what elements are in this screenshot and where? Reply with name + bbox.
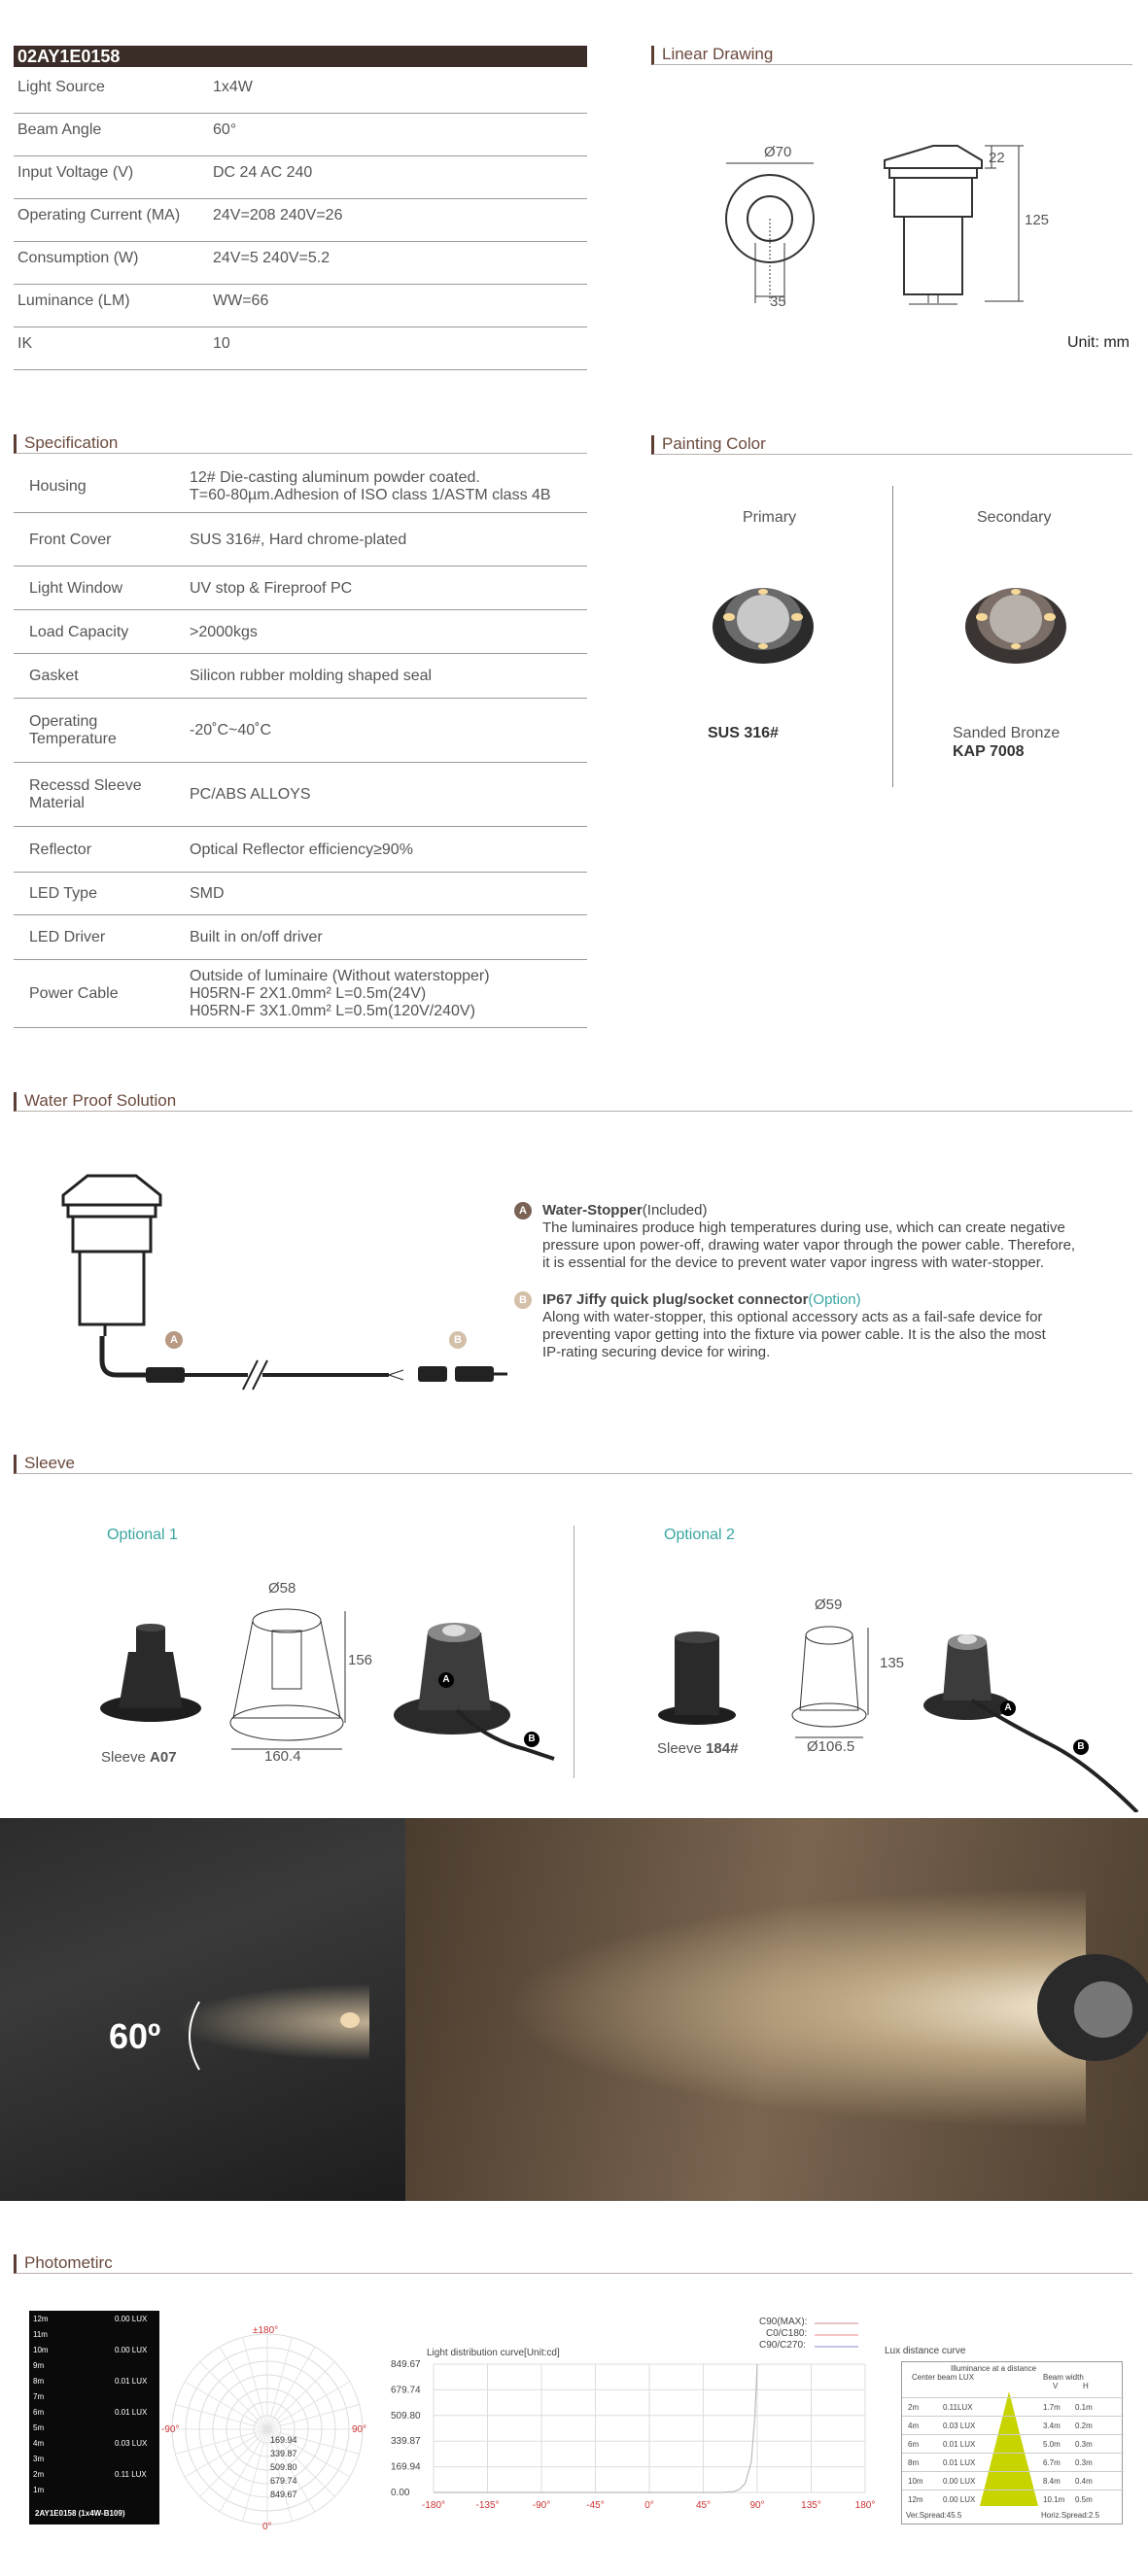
specification-value: Silicon rubber molding shaped seal xyxy=(190,668,433,684)
dim-d70: Ø70 xyxy=(764,144,792,160)
secondary-label: Secondary xyxy=(977,509,1052,526)
connector-text xyxy=(542,1291,1126,1361)
secondary-name: Sanded Bronze xyxy=(953,725,1061,741)
specification-key: Gasket xyxy=(29,668,79,684)
specification-row xyxy=(14,827,587,873)
connector-sub: (Option) xyxy=(808,1291,861,1308)
water-header xyxy=(14,1092,1132,1112)
ill-title: Illuminance at a distance xyxy=(951,2364,1037,2373)
specification-value: PC/ABS ALLOYS xyxy=(190,786,311,803)
y-tick-label: 0.00 xyxy=(391,2488,410,2498)
specification-value: SMD xyxy=(190,885,225,902)
spec-value: 60° xyxy=(213,121,237,138)
lux-row: 4m 0.03 LUX xyxy=(33,2439,148,2448)
ill-row: 10m 0.00 LUX 8.4m 0.4m xyxy=(902,2471,1124,2490)
wall-photo-right xyxy=(405,1818,1148,2201)
lux-row: 1m xyxy=(33,2486,45,2494)
polar-bottom: 0° xyxy=(262,2522,272,2532)
y-tick-label: 169.94 xyxy=(391,2461,421,2473)
legend-0: C90(MAX): xyxy=(759,2317,808,2327)
spec-value: WW=66 xyxy=(213,292,269,309)
sleeve-a07-label xyxy=(101,1749,177,1766)
x-tick-label: 135° xyxy=(801,2500,821,2511)
specification-key: Operating Temperature xyxy=(29,713,117,747)
lux-row: 9m xyxy=(33,2361,45,2370)
lux-row: 8m 0.01 LUX xyxy=(33,2377,148,2386)
ill-h: H xyxy=(1083,2382,1089,2390)
water-stopper-title: Water-Stopper xyxy=(542,1202,643,1219)
x-tick-label: 90° xyxy=(749,2500,765,2511)
linear-drawing xyxy=(710,136,1079,330)
photometric-title: Photometirc xyxy=(24,2253,113,2272)
spec-key: Luminance (LM) xyxy=(17,292,130,309)
angle-arc xyxy=(180,1997,209,2075)
badge-b-drawing: B xyxy=(449,1331,467,1349)
badge-a-drawing: A xyxy=(165,1331,183,1349)
ill-row: 4m 0.03 LUX 3.4m 0.2m xyxy=(902,2416,1124,2434)
spec-title: Specification xyxy=(24,433,119,452)
y-tick-label: 679.74 xyxy=(391,2385,421,2396)
secondary-code: KAP 7008 xyxy=(953,743,1025,760)
lux-row: 10m 0.00 LUX xyxy=(33,2346,148,2354)
stopper-a xyxy=(146,1367,185,1383)
lux-row: 2m 0.11 LUX xyxy=(33,2470,147,2479)
ill-v: V xyxy=(1053,2382,1059,2390)
optional-1-label: Optional 1 xyxy=(107,1527,178,1543)
linear-title: Linear Drawing xyxy=(662,45,774,63)
sleeve-a07-drawing xyxy=(224,1601,369,1757)
lux-row: 6m 0.01 LUX xyxy=(33,2408,148,2417)
dim-d59: Ø59 xyxy=(815,1597,843,1613)
badge-b-sleeve2: B xyxy=(1073,1739,1089,1755)
sleeve-184-drawing xyxy=(785,1618,905,1744)
connector-line: Along with water-stopper, this optional accessory acts as a fail-safe device for xyxy=(542,1309,1043,1325)
specification-key: Recessd Sleeve Material xyxy=(29,777,142,811)
x-tick-label: -90° xyxy=(532,2500,551,2511)
sleeve-a07-pre: Sleeve xyxy=(101,1749,151,1766)
sleeve-184-code: 184# xyxy=(706,1740,739,1757)
specification-value: Built in on/off driver xyxy=(190,929,323,945)
specification-row xyxy=(14,654,587,699)
spec-value: 10 xyxy=(213,335,230,352)
badge-b-sleeve1: B xyxy=(524,1732,539,1747)
ill-h1: Center beam LUX xyxy=(912,2373,975,2382)
specification-row xyxy=(14,610,587,654)
unit-label: Unit: mm xyxy=(1067,334,1130,351)
badge-b: B xyxy=(514,1291,532,1309)
primary-color-swatch xyxy=(710,578,817,666)
badge-a-sleeve1: A xyxy=(438,1672,454,1688)
connector-line: IP-rating securing device for wiring. xyxy=(542,1344,771,1360)
spec-value: DC 24 AC 240 xyxy=(213,164,313,181)
legend-2: C90/C270: xyxy=(759,2340,806,2351)
secondary-color-swatch xyxy=(962,578,1069,666)
lux-panel xyxy=(29,2311,159,2524)
specification-key: Power Cable xyxy=(29,985,119,1002)
dim-106: Ø106.5 xyxy=(807,1738,855,1755)
divider xyxy=(892,486,893,787)
sleeve-a07-code: A07 xyxy=(150,1749,177,1766)
ill-hs: Horiz.Spread:2.5 xyxy=(1041,2511,1100,2520)
water-stopper-line: pressure upon power-off, drawing water vapor through the power cable. Therefore, xyxy=(542,1237,1076,1254)
spec-row xyxy=(14,73,587,114)
water-stopper-line: The luminaires produce high temperatures during use, which can create negative xyxy=(542,1219,1065,1236)
dim-156: 156 xyxy=(348,1652,373,1668)
specification-row xyxy=(14,960,587,1028)
specification-value: Optical Reflector efficiency≥90% xyxy=(190,841,413,858)
x-tick-label: 45° xyxy=(695,2500,712,2511)
photometric-header xyxy=(14,2254,1132,2274)
specification-key: Reflector xyxy=(29,841,92,858)
lux-row: 7m xyxy=(33,2392,45,2401)
water-stopper-sub: (Included) xyxy=(642,1202,708,1219)
ill-vs: Ver.Spread:45.5 xyxy=(906,2511,962,2520)
spec-row xyxy=(14,158,587,199)
dim-125: 125 xyxy=(1025,212,1050,228)
ill-row: 8m 0.01 LUX 6.7m 0.3m xyxy=(902,2453,1124,2471)
polar-chart xyxy=(156,2322,379,2536)
specification-key: LED Driver xyxy=(29,929,106,945)
y-tick-label: 849.67 xyxy=(391,2359,421,2370)
polar-ring-label: 339.87 xyxy=(270,2449,297,2458)
lux-row: 3m xyxy=(33,2455,45,2463)
specification-key: Housing xyxy=(29,478,87,495)
legend-lines xyxy=(815,2320,863,2350)
specification-row xyxy=(14,461,587,513)
sleeve-184-pre: Sleeve xyxy=(657,1740,707,1757)
side-view xyxy=(885,146,982,168)
primary-name: SUS 316# xyxy=(708,725,779,741)
specification-row xyxy=(14,513,587,567)
specification-value: -20˚C~40˚C xyxy=(190,722,272,738)
illuminance-table xyxy=(901,2361,1123,2524)
painting-header xyxy=(651,435,1132,455)
spec-row xyxy=(14,244,587,285)
polar-left: -90° xyxy=(161,2424,180,2435)
ill-row: 6m 0.01 LUX 5.0m 0.3m xyxy=(902,2434,1124,2453)
lux-row: 12m 0.00 LUX xyxy=(33,2315,148,2323)
lux-table-title: Lux distance curve xyxy=(885,2346,966,2356)
spec-key: Operating Current (MA) xyxy=(17,207,181,223)
connector-b xyxy=(418,1366,447,1382)
polar-top: ±180° xyxy=(253,2325,279,2336)
spec-value: 24V=5 240V=5.2 xyxy=(213,250,330,266)
specification-key: Load Capacity xyxy=(29,623,129,640)
linear-header xyxy=(651,46,1132,65)
spec-key: Input Voltage (V) xyxy=(17,164,134,181)
lux-row: 5m xyxy=(33,2423,45,2432)
specification-value: >2000kgs xyxy=(190,623,258,640)
sleeve-184-install xyxy=(923,1618,1142,1812)
ill-h2: Beam width xyxy=(1043,2373,1084,2382)
x-tick-label: -135° xyxy=(475,2500,500,2511)
sleeve-a07-image xyxy=(97,1613,214,1730)
angle-label: 60º xyxy=(109,2016,161,2056)
sleeve-184-image xyxy=(653,1618,750,1735)
polar-ring-label: 169.94 xyxy=(270,2435,297,2445)
spec-key: Consumption (W) xyxy=(17,250,139,266)
dim-160: 160.4 xyxy=(264,1748,301,1765)
specification-row xyxy=(14,915,587,960)
product-code: 02AY1E0158 xyxy=(17,47,121,66)
legend-1: C0/C180: xyxy=(766,2328,808,2339)
x-tick-label: 0° xyxy=(644,2500,654,2511)
optional-2-label: Optional 2 xyxy=(664,1527,735,1543)
sleeve-header xyxy=(14,1455,1132,1474)
specification-key: Front Cover xyxy=(29,531,112,548)
sleeve-title: Sleeve xyxy=(24,1454,75,1472)
dim-35: 35 xyxy=(770,293,786,310)
specification-value: 12# Die-casting aluminum powder coated. T=60-80µm.Adhesion of ISO class 1/ASTM class 4B xyxy=(190,469,551,503)
specification-key: Light Window xyxy=(29,579,123,597)
specification-value: SUS 316#, Hard chrome-plated xyxy=(190,531,407,548)
polar-ring-label: 509.80 xyxy=(270,2462,297,2472)
specification-key: LED Type xyxy=(29,885,97,902)
water-stopper-line: it is essential for the device to prevent water vapor ingress with water-stopper. xyxy=(542,1254,1045,1271)
y-tick-label: 339.87 xyxy=(391,2436,421,2448)
spec-header xyxy=(14,434,587,454)
specification-value: UV stop & Fireproof PC xyxy=(190,579,353,597)
distribution-chart xyxy=(389,2356,875,2522)
sleeve-184-label xyxy=(657,1740,738,1757)
specification-row xyxy=(14,567,587,610)
spec-value: 24V=208 240V=26 xyxy=(213,207,343,223)
spec-value: 1x4W xyxy=(213,79,253,95)
water-stopper-drawing xyxy=(58,1166,515,1399)
spec-key: Light Source xyxy=(17,79,105,95)
specification-row xyxy=(14,763,587,827)
dim-d58: Ø58 xyxy=(268,1580,296,1597)
x-tick-label: 180° xyxy=(854,2500,875,2511)
connector-title: IP67 Jiffy quick plug/socket connector xyxy=(542,1291,809,1308)
curve-title: Light distribution curve[Unit:cd] xyxy=(427,2348,560,2358)
polar-ring-label: 849.67 xyxy=(270,2490,297,2499)
x-tick-label: -180° xyxy=(421,2500,446,2511)
specification-row xyxy=(14,873,587,915)
lux-row: 11m xyxy=(33,2330,48,2339)
dim-22: 22 xyxy=(989,150,1005,166)
spec-row xyxy=(14,201,587,242)
polar-ring-label: 679.74 xyxy=(270,2476,297,2486)
spec-key: IK xyxy=(17,335,33,352)
x-tick-label: -45° xyxy=(586,2500,605,2511)
lux-caption: 2AY1E0158 (1x4W-B109) xyxy=(35,2509,125,2518)
badge-a: A xyxy=(514,1202,532,1219)
spec-row xyxy=(14,287,587,327)
specification-row xyxy=(14,699,587,763)
water-stopper-text xyxy=(542,1202,1126,1272)
badge-a-sleeve2: A xyxy=(1000,1700,1016,1716)
painting-title: Painting Color xyxy=(662,434,766,453)
water-title: Water Proof Solution xyxy=(24,1091,177,1110)
spec-row xyxy=(14,329,587,370)
polar-right: 90° xyxy=(352,2424,367,2435)
dim-135: 135 xyxy=(880,1655,905,1671)
primary-label: Primary xyxy=(743,509,797,526)
ill-row: 2m 0.11LUX 1.7m 0.1m xyxy=(902,2397,1124,2416)
sleeve-a07-install xyxy=(389,1603,574,1769)
y-tick-label: 509.80 xyxy=(391,2410,421,2421)
spec-row xyxy=(14,116,587,156)
spec-key: Beam Angle xyxy=(17,121,102,138)
connector-line: preventing vapor getting into the fixture via power cable. It is the also the most xyxy=(542,1326,1046,1343)
specification-value: Outside of luminaire (Without waterstopper) H05RN-F 2X1.0mm² L=0.5m(24V) H05RN-F 3X1.0mm² L=0.5m(120V/240V) xyxy=(190,968,490,1019)
ill-row: 12m 0.00 LUX 10.1m 0.5m xyxy=(902,2490,1124,2508)
